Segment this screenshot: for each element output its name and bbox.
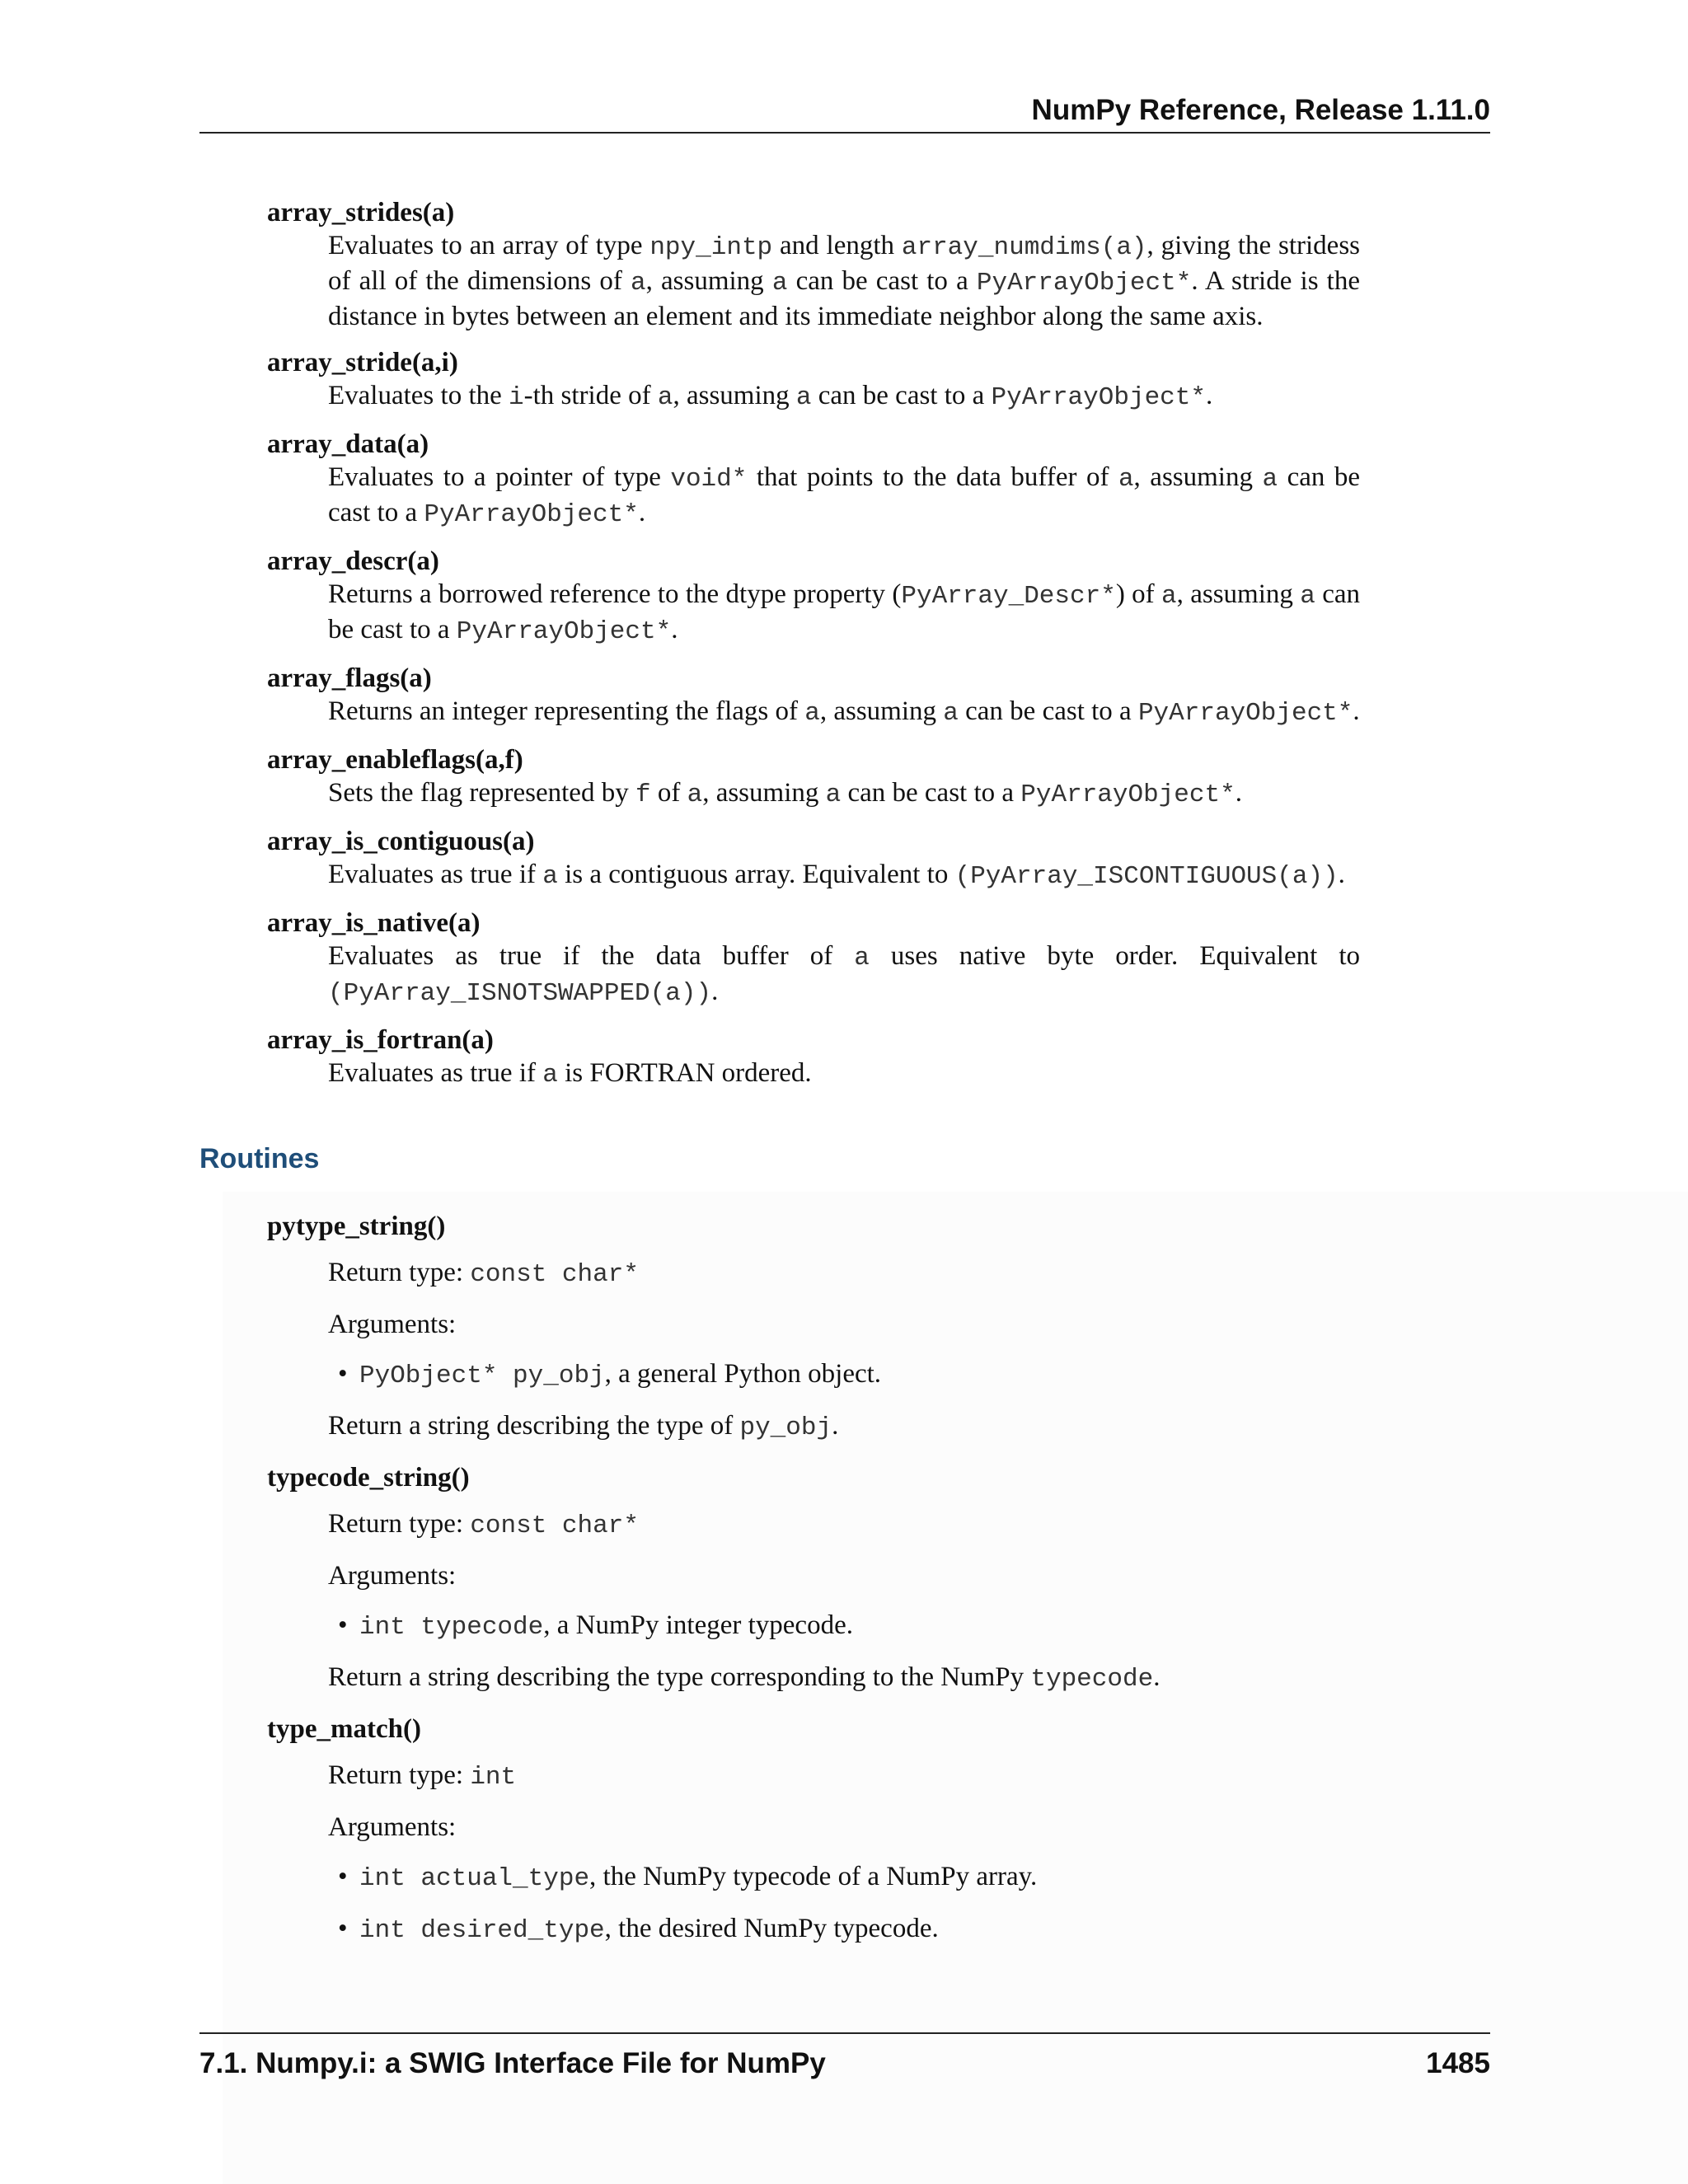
code: PyArrayObject*	[1137, 699, 1353, 728]
text: Sets the flag represented by	[328, 778, 635, 808]
entry-array-strides	[267, 196, 1421, 333]
text: Evaluates to a pointer of type	[328, 462, 671, 492]
entry-description	[328, 776, 1360, 812]
argument-code: int actual_type	[359, 1864, 590, 1893]
text: ) of	[1115, 579, 1162, 609]
routine-summary	[328, 1659, 1462, 1698]
entry-description	[328, 578, 1360, 649]
entry-name: array_is_contiguous(a)	[267, 827, 535, 856]
text: is a contiguous array. Equivalent to	[557, 860, 955, 889]
code: a	[687, 780, 703, 809]
page-number: 1485	[1426, 2047, 1490, 2079]
return-type-label: Return type:	[328, 1509, 471, 1539]
footer-section: 7.1. Numpy.i: a SWIG Interface File for NumPy	[199, 2047, 826, 2079]
text: .	[638, 498, 646, 527]
argument-text: , the NumPy typecode of a NumPy array.	[589, 1862, 1038, 1891]
text: uses native byte order. Equivalent to	[869, 941, 1360, 971]
routine-name: typecode_string()	[267, 1463, 470, 1493]
entry-description	[328, 695, 1360, 730]
text: that points to the data buffer of	[747, 462, 1118, 492]
text: Return a string describing the type of	[328, 1411, 740, 1441]
text: .	[832, 1411, 839, 1441]
code: PyArrayObject*	[991, 383, 1206, 412]
text: .	[1206, 381, 1213, 410]
entry-array-flags	[267, 662, 1421, 730]
entry-description	[328, 940, 1360, 1010]
text: is FORTRAN ordered.	[557, 1058, 812, 1088]
arguments-label: Arguments:	[328, 1812, 457, 1842]
argument-text: , a general Python object.	[604, 1359, 882, 1389]
code: a	[657, 383, 673, 412]
routine-typecode-string	[267, 1460, 1462, 1698]
text: .	[1353, 696, 1360, 726]
code: void*	[670, 465, 748, 494]
code: a	[1262, 465, 1278, 494]
return-type-line	[328, 1757, 1462, 1796]
section-title-routines: Routines	[199, 1143, 320, 1174]
text: can be cast to a	[841, 778, 1021, 808]
text: -th stride of	[523, 381, 658, 410]
code: (PyArray_ISCONTIGUOUS(a))	[954, 862, 1339, 891]
entry-array-descr	[267, 545, 1421, 649]
text: and length	[772, 231, 902, 260]
text: , assuming	[702, 778, 826, 808]
text: Return a string describing the type corresponding to the NumPy	[328, 1662, 1031, 1692]
entry-name: array_enableflags(a,f)	[267, 745, 523, 775]
argument-code: int typecode	[359, 1613, 544, 1642]
text: , assuming	[1133, 462, 1263, 492]
entry-description	[328, 379, 1360, 415]
return-type-value: const char*	[470, 1260, 639, 1289]
code: f	[635, 780, 651, 809]
code: a	[630, 269, 646, 298]
entry-array-is-fortran	[267, 1024, 1421, 1092]
argument-text: , a NumPy integer typecode.	[543, 1610, 853, 1640]
page-header	[199, 92, 1490, 134]
return-type-line	[328, 1254, 1462, 1293]
code: array_numdims(a)	[901, 233, 1147, 262]
code: PyArrayObject*	[456, 617, 672, 646]
routine-summary	[328, 1408, 1462, 1446]
text: , assuming	[645, 266, 772, 296]
text: can be cast to a	[787, 266, 977, 296]
routine-name: pytype_string()	[267, 1212, 446, 1241]
text: , assuming	[1176, 579, 1301, 609]
entry-name: array_strides(a)	[267, 198, 455, 227]
code: a	[542, 862, 558, 891]
argument-code: PyObject* py_obj	[359, 1361, 605, 1390]
code: PyArrayObject*	[1020, 780, 1236, 809]
argument-code: int desired_type	[359, 1916, 605, 1945]
code: a	[542, 1061, 558, 1090]
text: Returns an integer representing the flags of	[328, 696, 805, 726]
routine-type-match	[267, 1711, 1462, 1949]
return-type-line	[328, 1506, 1462, 1544]
text: Evaluates as true if the data buffer of	[328, 941, 855, 971]
code: PyArrayObject*	[424, 500, 639, 529]
return-type-value: int	[470, 1763, 517, 1792]
page-footer	[199, 2032, 1490, 2082]
text: , assuming	[673, 381, 796, 410]
routines-list	[267, 1208, 1462, 1962]
return-type-value: const char*	[470, 1511, 639, 1540]
code: py_obj	[739, 1413, 832, 1442]
entry-name: array_is_fortran(a)	[267, 1025, 494, 1055]
code: PyArrayObject*	[976, 269, 1192, 298]
argument-item	[359, 1607, 1462, 1646]
text: .	[1153, 1662, 1160, 1692]
code: i	[509, 383, 524, 412]
entry-name: array_is_native(a)	[267, 908, 481, 938]
argument-text: , the desired NumPy typecode.	[604, 1914, 939, 1943]
text: Evaluates as true if	[328, 860, 543, 889]
entry-description	[328, 858, 1360, 893]
text: .	[1235, 778, 1242, 808]
arguments-label: Arguments:	[328, 1310, 457, 1339]
text: can be cast to a	[811, 381, 992, 410]
entry-description	[328, 229, 1360, 333]
code: PyArray_Descr*	[901, 582, 1116, 611]
text: , assuming	[819, 696, 944, 726]
text: , giving the stridess of all of the dimensions of	[328, 231, 1361, 296]
entry-name: array_stride(a,i)	[267, 348, 458, 377]
text: .	[1338, 860, 1345, 889]
code: typecode	[1030, 1665, 1154, 1694]
code: npy_intp	[649, 233, 773, 262]
code: a	[825, 780, 842, 809]
code: a	[1300, 582, 1315, 611]
text: Evaluates as true if	[328, 1058, 543, 1088]
arguments-label: Arguments:	[328, 1561, 457, 1591]
macro-list	[267, 196, 1421, 1105]
argument-item	[359, 1858, 1462, 1897]
text: Evaluates to an array of type	[328, 231, 650, 260]
text: .	[671, 615, 678, 644]
entry-array-is-contiguous	[267, 825, 1421, 893]
return-type-label: Return type:	[328, 1258, 471, 1287]
argument-item	[359, 1356, 1462, 1394]
code: a	[1161, 582, 1177, 611]
return-type-label: Return type:	[328, 1760, 471, 1790]
code: a	[854, 944, 870, 972]
code: a	[771, 269, 788, 298]
entry-description	[328, 461, 1360, 532]
code: a	[943, 699, 959, 728]
code: a	[1118, 465, 1134, 494]
routine-name: type_match()	[267, 1714, 421, 1744]
routine-pytype-string	[267, 1208, 1462, 1446]
text: can be cast to a	[328, 579, 1361, 644]
text: Evaluates to the	[328, 381, 509, 410]
code: (PyArray_ISNOTSWAPPED(a))	[328, 979, 712, 1008]
entry-description	[328, 1057, 1360, 1092]
entry-name: array_data(a)	[267, 429, 429, 459]
text: can be cast to a	[328, 462, 1361, 527]
entry-name: array_flags(a)	[267, 663, 432, 693]
code: a	[804, 699, 820, 728]
text: Returns a borrowed reference to the dtype property (	[328, 579, 902, 609]
text: .	[711, 977, 719, 1006]
text: . A stride is the distance in bytes between an element and its immediate neighbor along the same axis.	[328, 266, 1360, 331]
entry-name: array_descr(a)	[267, 546, 439, 576]
text: can be cast to a	[958, 696, 1138, 726]
text: of	[650, 778, 687, 808]
header-title: NumPy Reference, Release 1.11.0	[1031, 94, 1490, 126]
entry-array-enableflags	[267, 743, 1421, 812]
code: a	[795, 383, 812, 412]
entry-array-stride	[267, 346, 1421, 415]
entry-array-data	[267, 428, 1421, 532]
entry-array-is-native	[267, 907, 1421, 1010]
argument-item	[359, 1910, 1462, 1949]
